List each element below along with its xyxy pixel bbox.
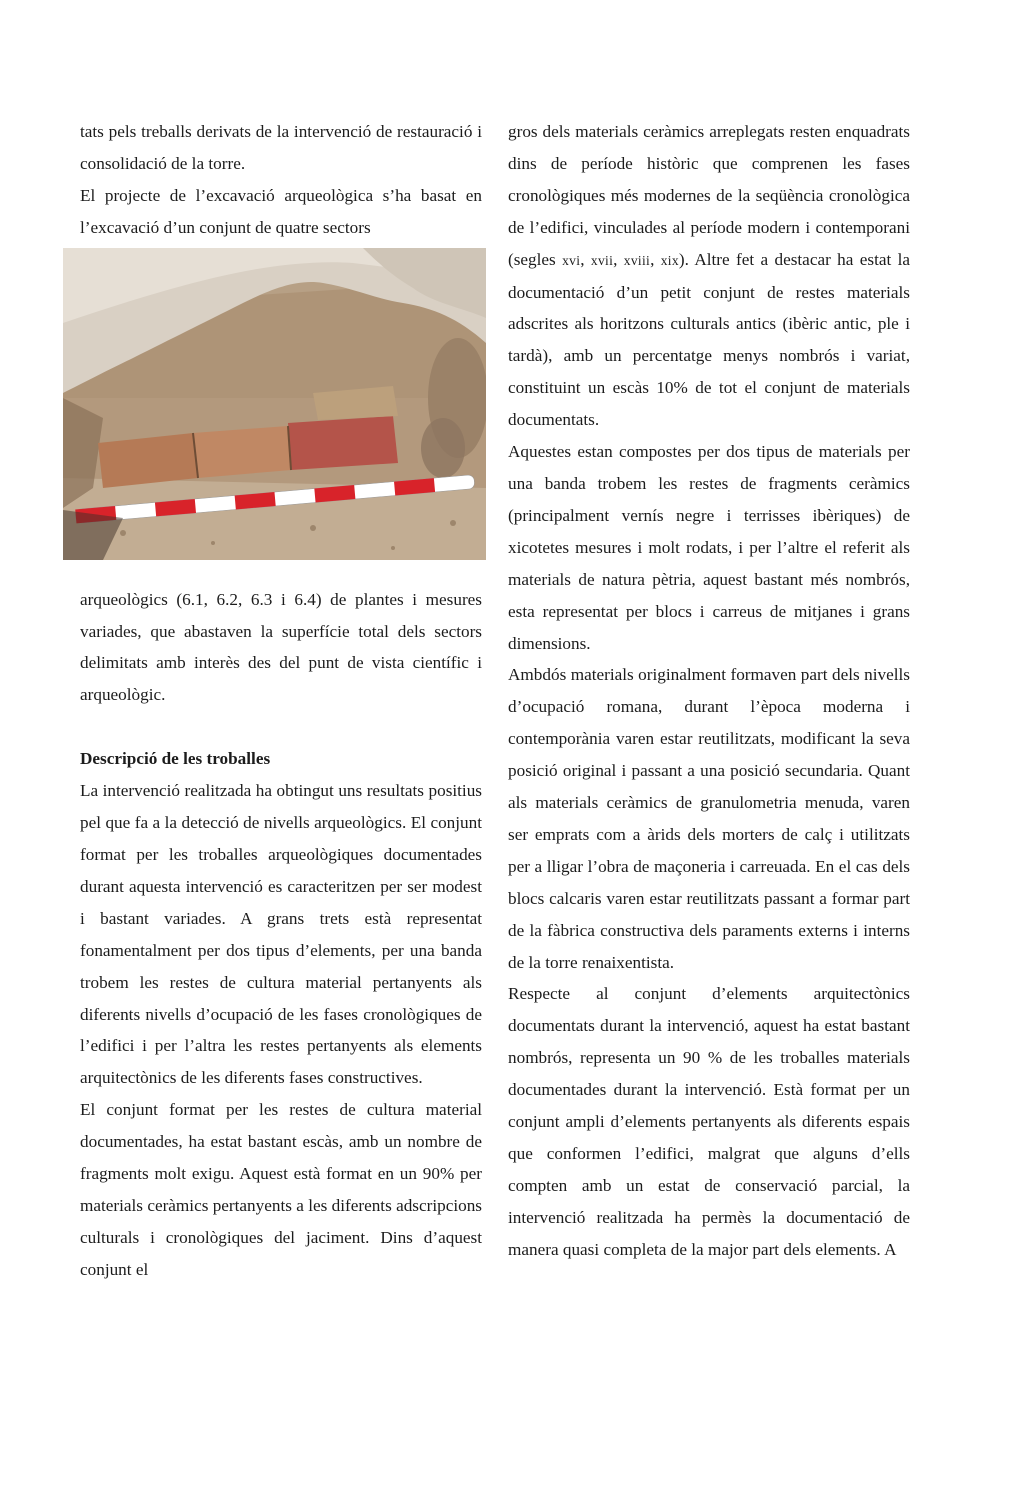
- paragraph: [508, 116, 910, 436]
- century-numeral: xvi: [562, 252, 581, 268]
- section-heading: Descripció de les troballes: [80, 749, 271, 769]
- paragraph: Ambdós materials originalment formaven part dels nivells d’ocupació romana, durant l’època moderna i contemporània varen estar reutilitzats, modificant la seva posició original i passant a una posició secundaria. Quant als materials ceràmics de granulometria menuda, varen ser emprats com a àrids dels morters de calç i utilitzats per a lligar l’obra de maçoneria i carreuada. En el cas dels blocs calcaris varen estar reutilitzats passant a formar part de la fàbrica constructiva dels paraments externs i interns de la torre renaixentista.: [508, 665, 910, 972]
- text-run: ,: [613, 249, 624, 269]
- paragraph: arqueològics (6.1, 6.2, 6.3 i 6.4) de plantes i mesures variades, que abastaven la superfície total dels sectors delimitats amb interès des del punt de vista científic i arqueològic.: [80, 589, 482, 705]
- text-run: ). Altre fet a destacar ha estat la documentació d’un petit conjunt de restes materials adscrites als horitzons culturals antics (ibèric antic, ple i tardà), amb un percentatge menys nombrós i variat, constituint un escàs 10% de tot el conjunt de materials documentats.: [508, 249, 911, 430]
- paragraph: El conjunt format per les restes de cultura material documentades, ha estat bastant escàs, amb un nombre de fragments molt exigu. Aquest està format en un 90% per materials ceràmics pertanyents a les diferents adscripcions culturals i cronològiques del jaciment. Dins d’aquest conjunt el: [80, 1100, 482, 1279]
- left-column: [80, 116, 482, 1286]
- century-numeral: xviii: [623, 252, 651, 268]
- century-numeral: xix: [660, 252, 679, 268]
- right-column: [508, 116, 910, 1266]
- paragraph: tats pels treballs derivats de la intervenció de restauració i consolidació de la torre.: [80, 122, 482, 173]
- text-run: gros dels materials ceràmics arreplegats resten enquadrats dins de període històric que comprenen les fases cronològiques més modernes de la seqüència cronològica de l’edifici, vinculades al període modern i contemporani (segles: [508, 122, 910, 269]
- paragraph: Aquestes estan compostes per dos tipus de materials per una banda trobem les restes de fragments ceràmics (principalment vernís negre i terrisses ibèriques) de xicotetes mesures i molt rodats, i per l’altre el referit als materials de natura pètria, aquest bastant més nombrós, esta representat per blocs i carreus de mitjanes i grans dimensions.: [508, 442, 910, 653]
- paragraph: La intervenció realitzada ha obtingut uns resultats positius pel que fa a la detecció de nivells arqueològics. El conjunt format per les troballes arqueològiques documentades durant aquesta intervenció es caracteritzen per ser modest i bastant variades. A grans trets està representat fonamentalment per dos tipus d’elements, per una banda trobem les restes de cultura material pertanyents als diferents nivells d’ocupació de les fases cronològiques de l’edifici i per l’altra les restes pertanyents als elements arquitectònics de les diferents fases constructives.: [80, 781, 482, 1088]
- paragraph: Respecte al conjunt d’elements arquitectònics documentats durant la intervenció, aquest ha estat bastant nombrós, representa un 90 % de les troballes materials documentades durant la intervenció. Està format per un conjunt ampli d’elements pertanyents als diferents espais que conformen l’edifici, malgrat que alguns d’ells compten amb un estat de conservació parcial, la intervenció realitzada ha permès la documentació de manera quasi completa de la major part dels elements. A: [508, 984, 910, 1259]
- excavation-photo-drawing: [63, 248, 486, 560]
- text-run: ,: [650, 249, 661, 269]
- paragraph: El projecte de l’excavació arqueològica s’ha basat en l’excavació d’un conjunt de quatre sectors: [80, 185, 482, 237]
- text-run: ,: [580, 249, 591, 269]
- excavation-photo: [63, 248, 486, 560]
- century-numeral: xvii: [590, 252, 614, 268]
